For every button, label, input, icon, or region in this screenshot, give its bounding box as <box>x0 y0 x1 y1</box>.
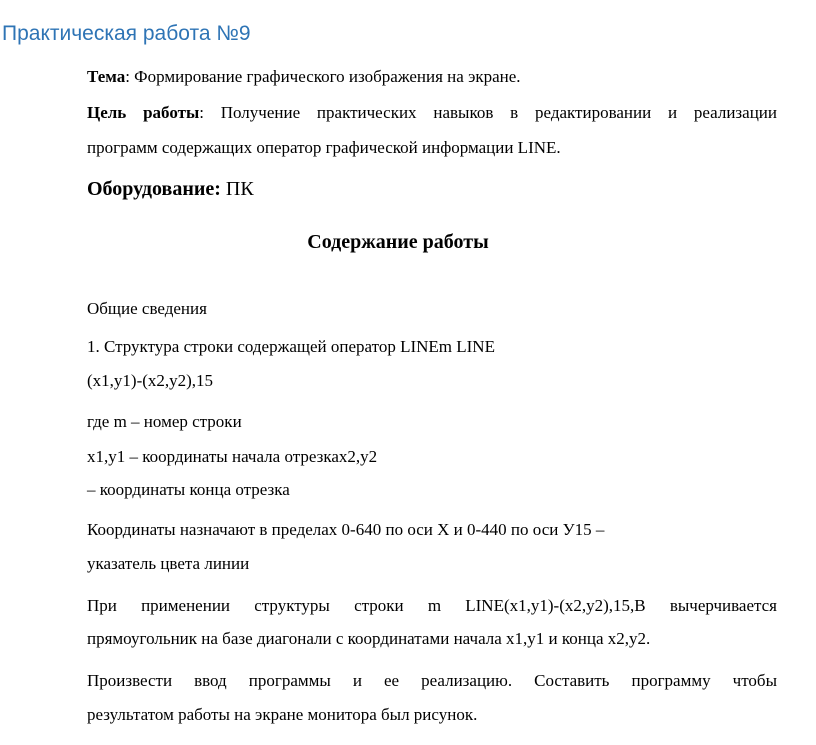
equipment-line <box>87 178 254 201</box>
apply-line-1: При применении структуры строки m LINE(x1,y1)-(x2,y2),15,B вычерчивается <box>87 596 777 615</box>
goal-text-1: : Получение практических навыков в редактировании и реализации <box>199 103 777 122</box>
goal-label: Цель работы <box>87 103 200 122</box>
goal-line-2: программ содержащих оператор графической информации LINE. <box>87 138 561 157</box>
coords-range-line-2: указатель цвета линии <box>87 554 250 573</box>
where-line: где m – номер строки <box>87 412 242 431</box>
coords-line-2: – координаты конца отрезка <box>87 480 290 499</box>
apply-line-2: прямоугольник на базе диагонали с координатами начала х1,у1 и конца х2,у2. <box>87 629 651 648</box>
equipment-label: Оборудование: <box>87 178 221 200</box>
document-heading: Практическая работа №9 <box>2 22 251 45</box>
goal-line-1 <box>87 104 777 121</box>
task-line-2: результатом работы на экране монитора был рисунок. <box>87 705 478 724</box>
coords-line-1: x1,y1 – координаты начала отрезках2,у2 <box>87 447 378 466</box>
equipment-value: ПК <box>225 178 254 200</box>
topic-text: : Формирование графического изображения на экране. <box>125 67 521 86</box>
topic-line <box>87 68 521 85</box>
coords-range-line-1: Координаты назначают в пределах 0-640 по оси Х и 0-440 по оси У15 – <box>87 520 605 539</box>
general-info: Общие сведения <box>87 299 207 318</box>
structure-line-1: 1. Структура строки содержащей оператор LINEm LINE <box>87 337 495 356</box>
content-title: Содержание работы <box>307 231 489 253</box>
topic-label: Тема <box>87 67 126 86</box>
structure-line-2: (x1,y1)-(x2,y2),15 <box>87 371 214 390</box>
task-line-1: Произвести ввод программы и ее реализацию. Составить программу чтобы <box>87 671 777 690</box>
